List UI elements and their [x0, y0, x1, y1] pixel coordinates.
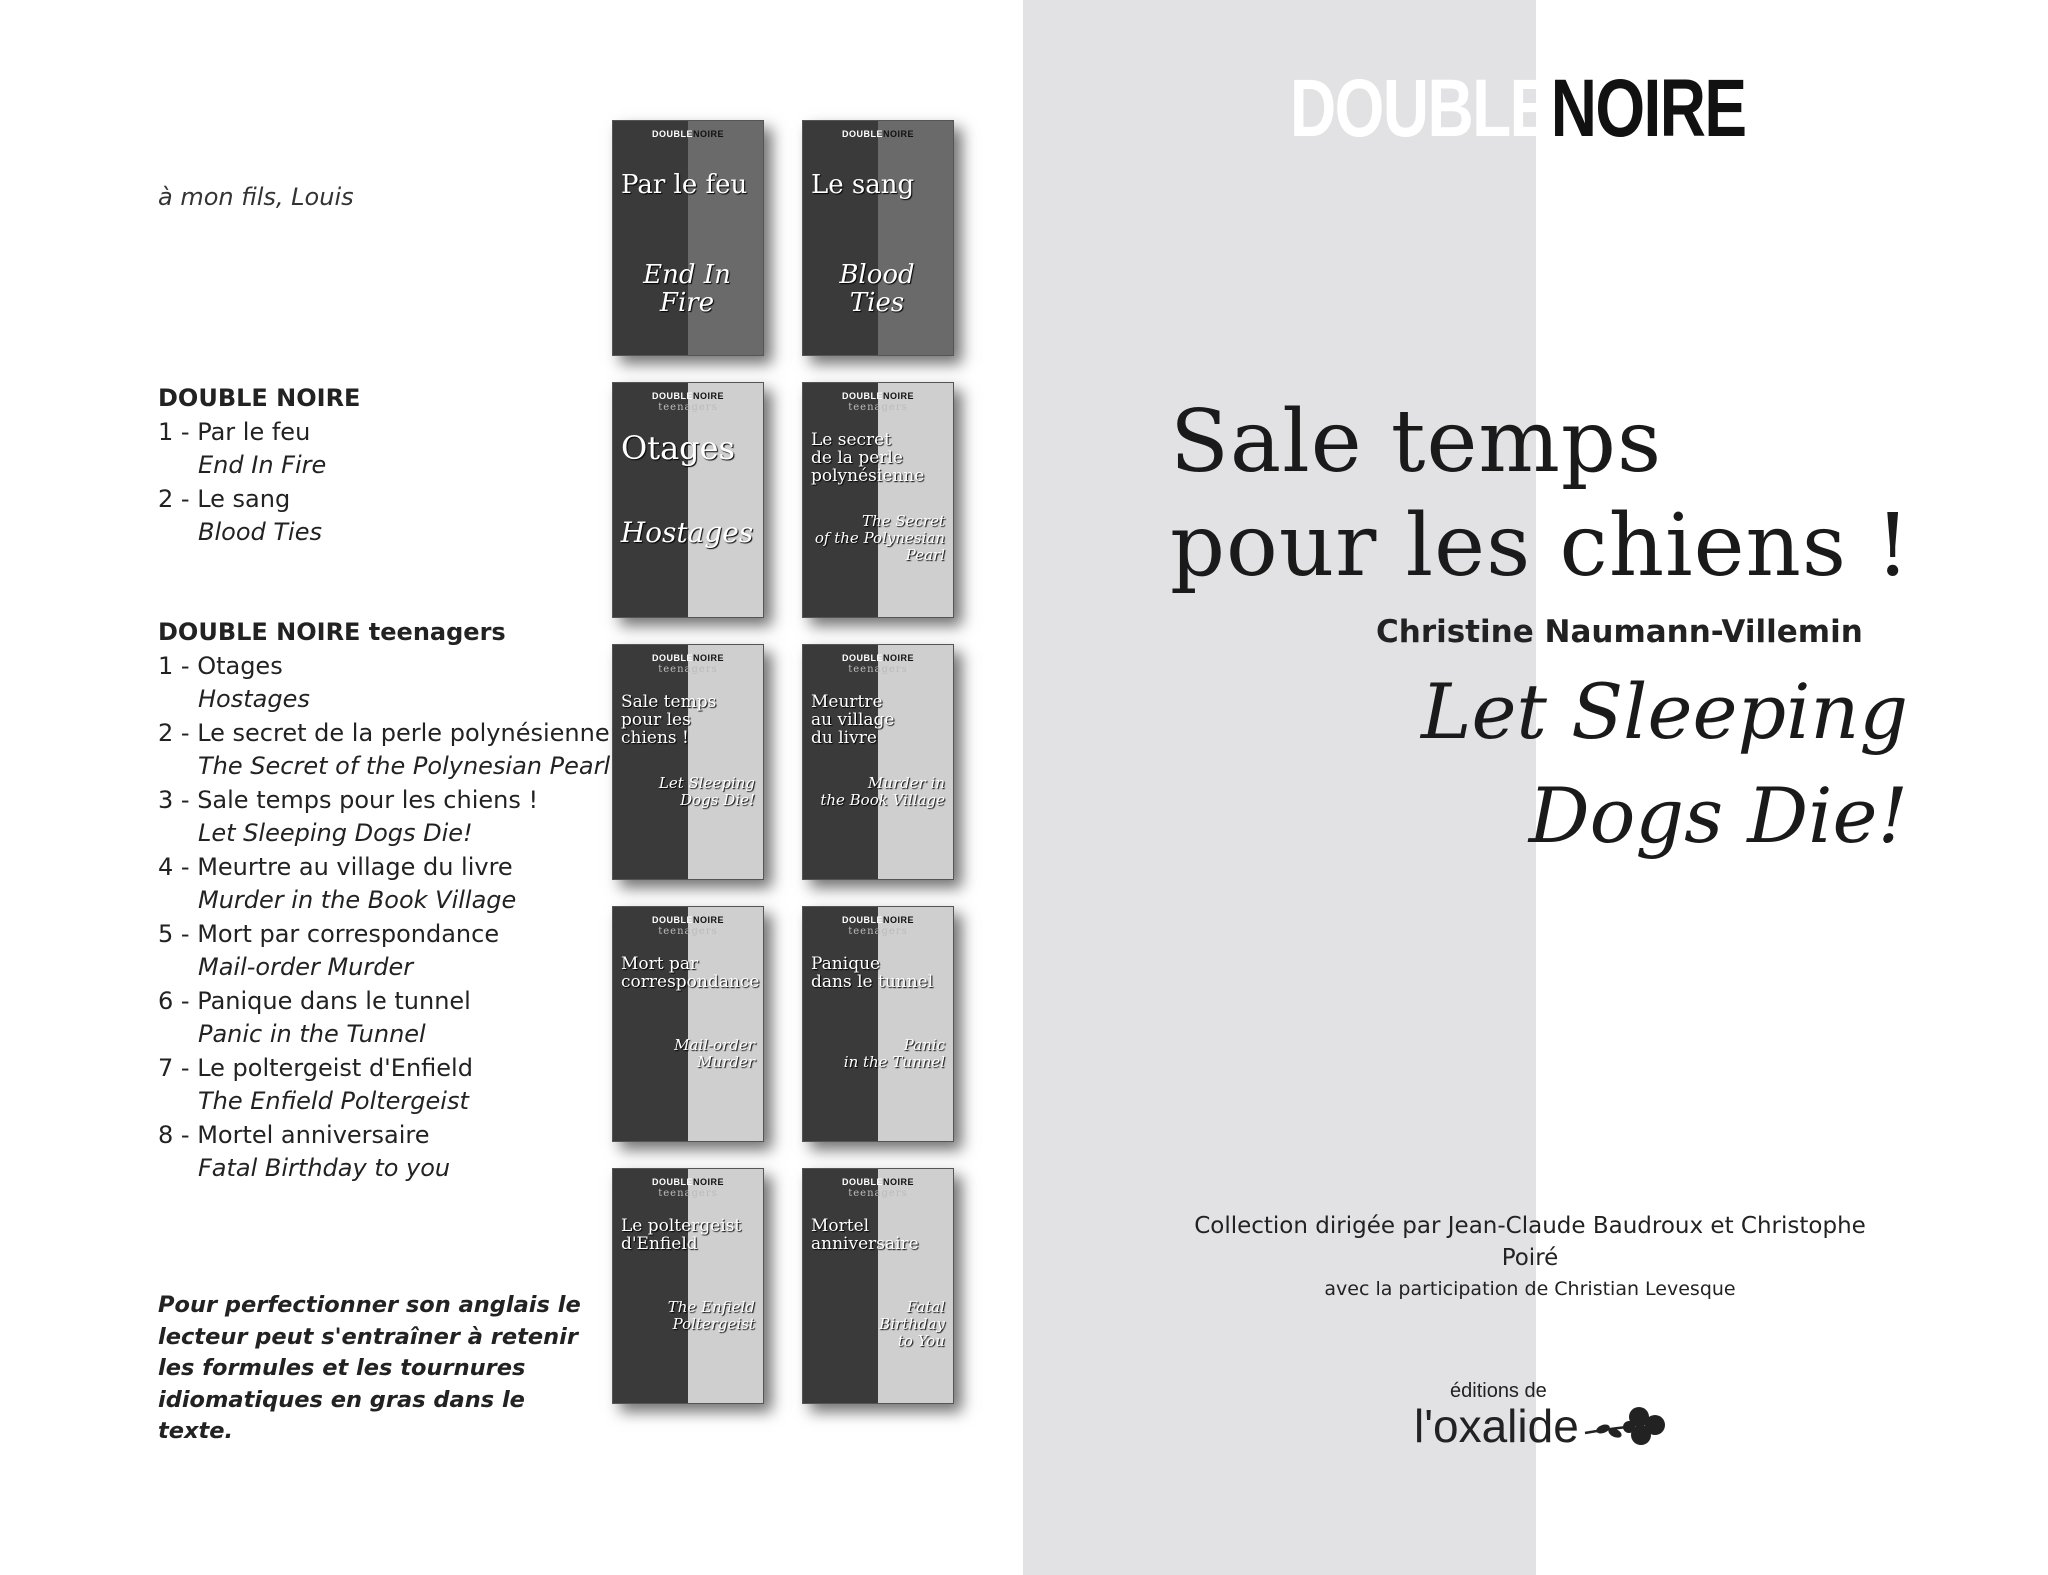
cover-right-panel [688, 1169, 763, 1403]
cover-title-fr: Par le feu [621, 170, 748, 200]
cover-brand: DOUBLENOIRE [651, 391, 724, 401]
cover-subseries: teenagers [658, 1188, 718, 1199]
cover-title-fr: Sale temps pour les chiens ! [621, 692, 717, 748]
series-logo [1290, 63, 1746, 154]
cover-title-fr: Meurtre au village du livre [811, 692, 895, 748]
list-item-fr: 1 - Otages [158, 651, 283, 680]
cover-title-en: Murder in the Book Village [820, 774, 945, 809]
cover-right-panel [878, 907, 953, 1141]
cover-left-panel [613, 645, 688, 879]
list-item-en: Hostages [198, 685, 310, 713]
cover-brand: DOUBLENOIRE [651, 653, 724, 663]
list-item-fr: 1 - Par le feu [158, 417, 311, 446]
list-item-en: The Enfield Poltergeist [198, 1087, 469, 1115]
dedication: à mon fils, Louis [158, 183, 354, 211]
cover-brand: DOUBLENOIRE [651, 1177, 724, 1187]
cover-brand: DOUBLENOIRE [841, 129, 914, 139]
cover-title-fr: Mortel anniversaire [811, 1216, 919, 1254]
list-item-en: Fatal Birthday to you [198, 1154, 451, 1182]
cover-subseries: teenagers [658, 664, 718, 675]
cover-title-fr: Panique dans le tunnel [811, 954, 934, 992]
reader-tip: Pour perfectionner son anglais le lecteur peut s'entraîner à retenir les formules et les tournures idiomatiques en gras dans le texte. [158, 1292, 581, 1444]
book-cover [612, 382, 764, 618]
book-cover [802, 906, 954, 1142]
book-cover [612, 1168, 764, 1404]
book-cover [612, 906, 764, 1142]
book-title-fr [1170, 390, 1911, 598]
cover-subseries: teenagers [848, 926, 908, 937]
logo-part-noire: NOIRE [1550, 63, 1746, 154]
cover-title-en: End In Fire [643, 260, 731, 318]
cover-left-panel [803, 121, 878, 355]
cover-left-panel [613, 1169, 688, 1403]
cover-title-en: The Enfield Poltergeist [667, 1298, 755, 1333]
cover-brand: DOUBLENOIRE [841, 391, 914, 401]
credits-line: avec la participation de Christian Levesque [1324, 1278, 1736, 1300]
cover-brand: DOUBLENOIRE [651, 915, 724, 925]
cover-title-en: Let Sleeping Dogs Die! [658, 774, 755, 809]
cover-title-fr: Mort par correspondance [621, 954, 760, 992]
cover-title-en: The Secret of the Polynesian Pearl [814, 512, 945, 564]
credits-line: Collection dirigée par Jean-Claude Baudroux et Christophe Poiré [1194, 1213, 1866, 1271]
cover-left-panel [613, 383, 688, 617]
cover-title-en: Panic in the Tunnel [843, 1036, 945, 1071]
cover-subseries: teenagers [848, 1188, 908, 1199]
list-item-en: Mail-order Murder [198, 953, 414, 981]
cover-right-panel [878, 121, 953, 355]
list-item-en: Panic in the Tunnel [198, 1020, 426, 1048]
list-item-fr: 8 - Mortel anniversaire [158, 1120, 430, 1149]
cover-title-fr: Le secret de la perle polynésienne [811, 430, 925, 486]
cover-brand: DOUBLENOIRE [651, 129, 724, 139]
book-cover [802, 1168, 954, 1404]
cover-left-panel [803, 907, 878, 1141]
series-heading: DOUBLE NOIRE teenagers [158, 618, 506, 646]
cover-left-panel [613, 907, 688, 1141]
cover-subseries: teenagers [848, 664, 908, 675]
list-item-en: Blood Ties [198, 518, 322, 546]
cover-subseries: teenagers [848, 402, 908, 413]
book-title-en [1421, 660, 1908, 868]
title-line: Dogs Die! [1528, 771, 1908, 860]
logo-part-double: DOUBLE [1290, 63, 1551, 154]
book-cover [802, 382, 954, 618]
cover-title-en: Mail-order Murder [674, 1036, 755, 1071]
cover-title-fr: Otages [621, 429, 736, 467]
cover-brand: DOUBLENOIRE [841, 653, 914, 663]
cover-brand: DOUBLENOIRE [841, 1177, 914, 1187]
title-line: Let Sleeping [1420, 667, 1908, 756]
series-list-double-noire [158, 382, 360, 550]
cover-brand: DOUBLENOIRE [841, 915, 914, 925]
list-item-fr: 5 - Mort par correspondance [158, 919, 500, 948]
cover-subseries: teenagers [658, 926, 718, 937]
cover-title-fr: Le poltergeist d'Enfield [621, 1216, 742, 1254]
list-item-fr: 2 - Le secret de la perle polynésienne [158, 718, 610, 747]
cover-right-panel [688, 907, 763, 1141]
cover-title-fr: Le sang [811, 170, 915, 200]
author-name: Christine Naumann-Villemin [1376, 614, 1863, 650]
cover-left-panel [613, 121, 688, 355]
collection-credits [1170, 1210, 1890, 1304]
cover-left-panel [803, 645, 878, 879]
cover-right-panel [688, 645, 763, 879]
cover-title-en: Fatal Birthday to You [879, 1298, 945, 1350]
book-cover [802, 644, 954, 880]
cover-right-panel [688, 383, 763, 617]
title-line: Sale temps [1170, 392, 1663, 492]
list-item-en: The Secret of the Polynesian Pearl [198, 752, 611, 780]
cover-right-panel [688, 121, 763, 355]
list-item-fr: 2 - Le sang [158, 484, 291, 513]
list-item-en: End In Fire [198, 451, 327, 479]
publisher-prefix: éditions de [1450, 1380, 1547, 1402]
series-heading: DOUBLE NOIRE [158, 384, 361, 412]
list-item-fr: 3 - Sale temps pour les chiens ! [158, 785, 539, 814]
title-line: pour les chiens ! [1170, 496, 1911, 596]
list-item-en: Murder in the Book Village [198, 886, 517, 914]
list-item-en: Let Sleeping Dogs Die! [198, 819, 473, 847]
cover-left-panel [803, 1169, 878, 1403]
cover-right-panel [878, 383, 953, 617]
book-cover [802, 120, 954, 356]
clover-icon [1583, 1403, 1673, 1449]
cover-subseries: teenagers [658, 402, 718, 413]
cover-right-panel [878, 1169, 953, 1403]
series-list-teenagers [158, 616, 610, 1186]
publisher-name-row [1414, 1400, 1673, 1452]
cover-left-panel [803, 383, 878, 617]
cover-right-panel [878, 645, 953, 879]
book-cover [612, 120, 764, 356]
cover-title-en: Hostages [620, 516, 754, 549]
list-item-fr: 4 - Meurtre au village du livre [158, 852, 513, 881]
publisher-logo [1414, 1380, 1673, 1452]
book-cover [612, 644, 764, 880]
list-item-fr: 6 - Panique dans le tunnel [158, 986, 471, 1015]
publisher-name: l'oxalide [1414, 1400, 1579, 1452]
cover-title-en: Blood Ties [839, 260, 915, 318]
list-item-fr: 7 - Le poltergeist d'Enfield [158, 1053, 473, 1082]
